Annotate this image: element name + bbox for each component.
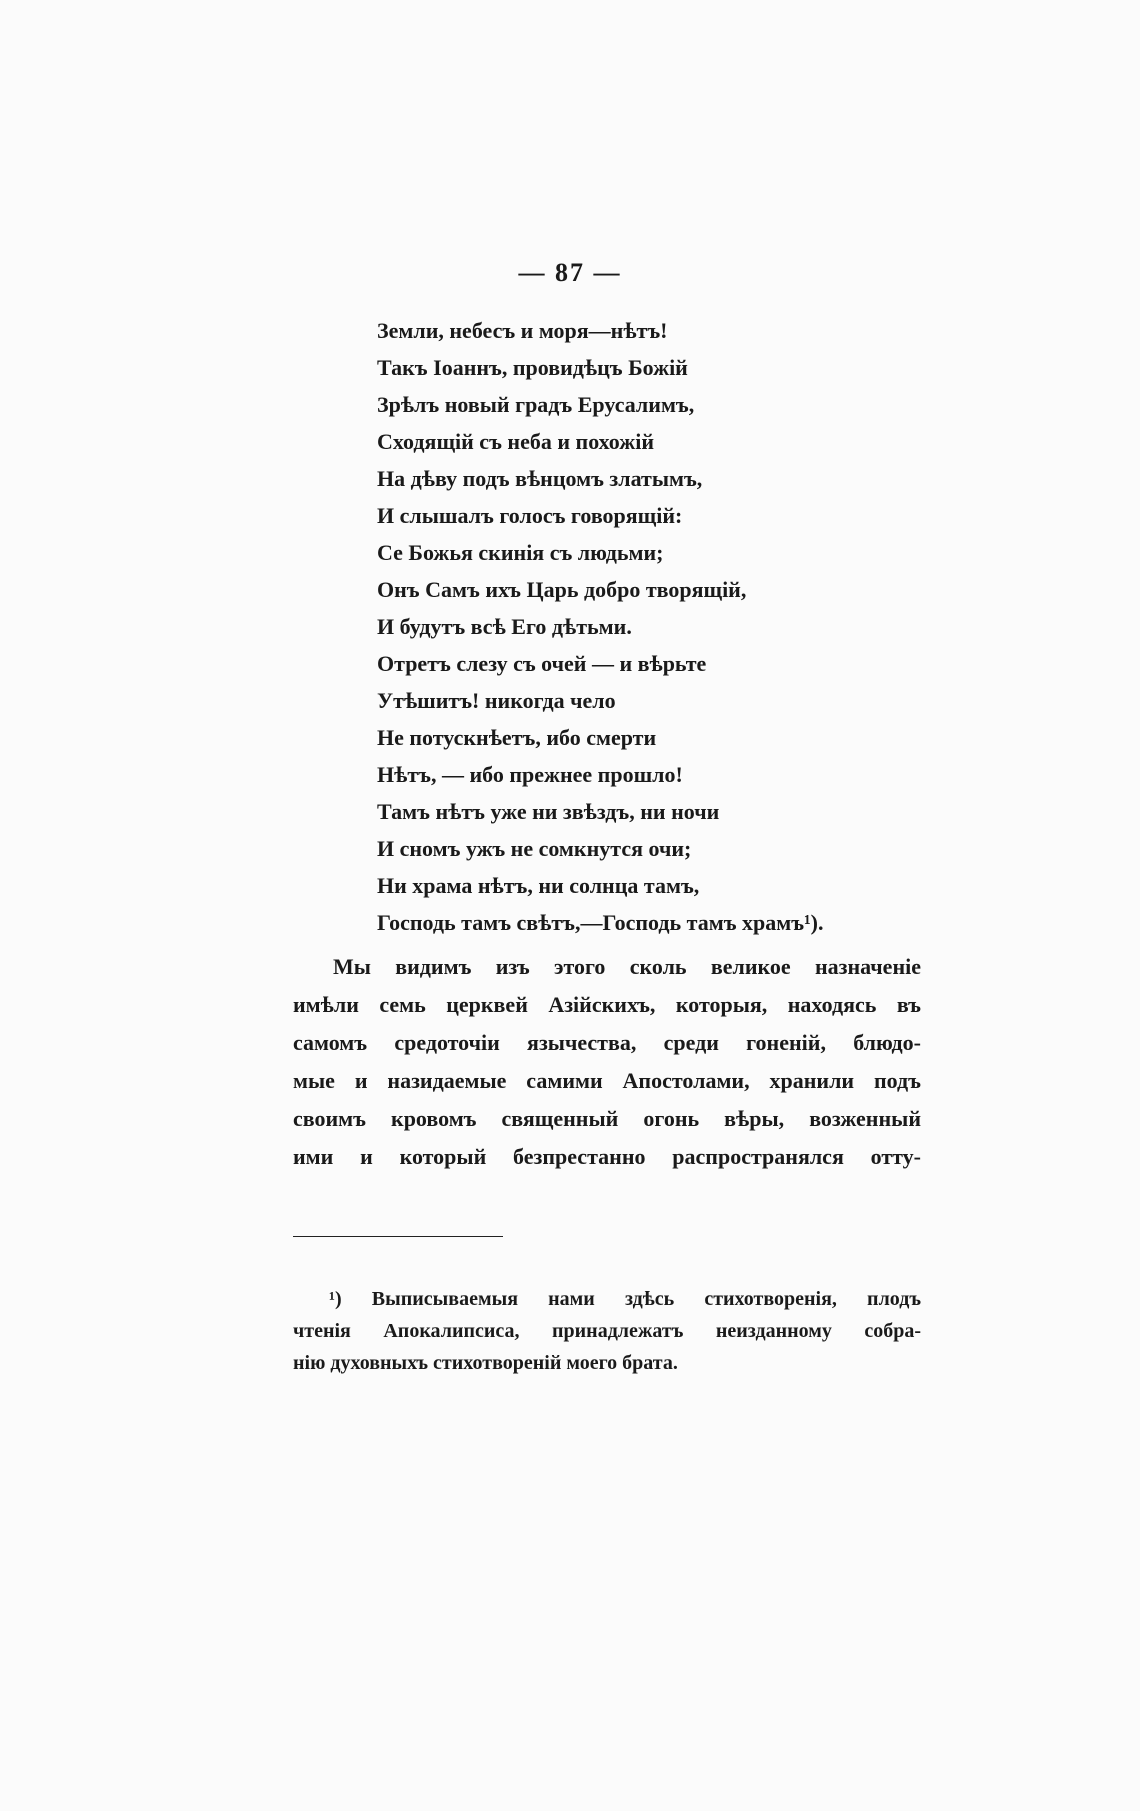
paragraph-line: ими и который безпрестанно распространялся отту-	[293, 1144, 921, 1169]
poem-line: И будутъ всѣ Его дѣтьми.	[377, 614, 632, 639]
poem-line: И сномъ ужъ не сомкнутся очи;	[377, 836, 692, 861]
poem-line: И слышалъ голосъ говорящій:	[377, 503, 683, 528]
page-number: — 87 —	[518, 258, 622, 287]
body-paragraph	[293, 948, 921, 1176]
footnote-line: нію духовныхъ стихотвореній моего брата.	[293, 1352, 678, 1374]
poem-line: Нѣтъ, — ибо прежнее прошло!	[377, 762, 683, 787]
poem-line: Такъ Іоаннъ, провидѣцъ Божій	[377, 355, 688, 380]
poem-line: Не потускнѣетъ, ибо смерти	[377, 725, 657, 750]
footnote-line: чтенія Апокалипсиса, принадлежатъ неизданному собра-	[293, 1320, 921, 1342]
poem-line: Земли, небесъ и моря—нѣтъ!	[377, 318, 668, 343]
footnote	[293, 1283, 921, 1379]
poem-line: Зрѣлъ новый градъ Ерусалимъ,	[377, 392, 695, 417]
footnote-line: ¹) Выписываемыя нами здѣсь стихотворенія, плодъ	[329, 1288, 921, 1310]
poem-line: Утѣшитъ! никогда чело	[377, 688, 616, 713]
poem-line: Онъ Самъ ихъ Царь добро творящій,	[377, 577, 747, 602]
footnote-divider	[293, 1236, 503, 1237]
poem-stanza	[377, 312, 997, 941]
paragraph-line: имѣли семь церквей Азійскихъ, которыя, находясь въ	[293, 992, 921, 1017]
poem-line: На дѣву подъ вѣнцомъ златымъ,	[377, 466, 703, 491]
paragraph-line: мые и назидаемые самими Апостолами, хранили подъ	[293, 1068, 921, 1093]
poem-line: Сходящій съ неба и похожій	[377, 429, 654, 454]
paragraph-line: своимъ кровомъ священный огонь вѣры, возженный	[293, 1106, 921, 1131]
poem-line: Се Божья скинія съ людьми;	[377, 540, 664, 565]
poem-line: Ни храма нѣтъ, ни солнца тамъ,	[377, 873, 700, 898]
poem-line: Отретъ слезу съ очей — и вѣрьте	[377, 651, 707, 676]
poem-line: Господь тамъ свѣтъ,—Господь тамъ храмъ¹).	[377, 910, 824, 935]
paragraph-line: Мы видимъ изъ этого сколь великое назначеніе	[333, 954, 921, 979]
poem-line: Тамъ нѣтъ уже ни звѣздъ, ни ночи	[377, 799, 720, 824]
paragraph-line: самомъ средоточіи язычества, среди гоненій, блюдо-	[293, 1030, 921, 1055]
